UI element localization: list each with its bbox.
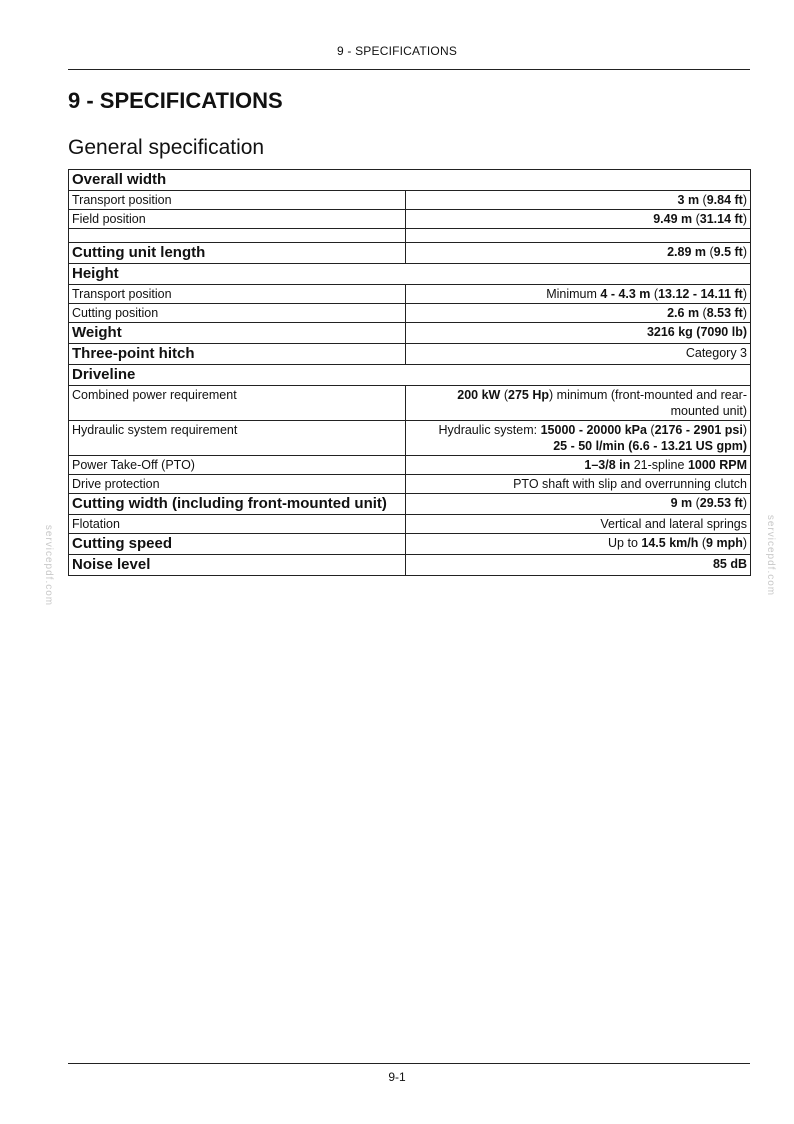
table-row <box>69 515 751 534</box>
row-label: Power Take-Off (PTO) <box>69 456 406 475</box>
table-row <box>69 323 751 344</box>
row-value: 85 dB <box>406 555 751 576</box>
row-value: 1–3/8 in 21-spline 1000 RPM <box>406 456 751 475</box>
table-row <box>69 421 751 456</box>
table-row <box>69 494 751 515</box>
table-row <box>69 475 751 494</box>
running-header: 9 - SPECIFICATIONS <box>336 44 458 58</box>
chapter-title: 9 - SPECIFICATIONS <box>68 88 283 113</box>
table-row <box>69 191 751 210</box>
row-value: PTO shaft with slip and overrunning clutch <box>406 475 751 494</box>
row-heading: Weight <box>69 323 406 344</box>
page-number: 9-1 <box>388 1070 406 1084</box>
row-label: Drive protection <box>69 475 406 494</box>
row-heading: Height <box>69 264 751 285</box>
row-heading: Three-point hitch <box>69 344 406 365</box>
footer-rule <box>68 1063 750 1064</box>
watermark-right: servicepdf.com <box>765 514 777 597</box>
row-label: Hydraulic system requirement <box>69 421 406 456</box>
row-heading: Cutting speed <box>69 534 406 555</box>
row-value: Category 3 <box>406 344 751 365</box>
spec-table <box>68 169 751 576</box>
table-row <box>69 243 751 264</box>
table-row <box>69 365 751 386</box>
row-heading: Noise level <box>69 555 406 576</box>
watermark-left: servicepdf.com <box>43 524 55 607</box>
header-rule <box>68 69 750 70</box>
row-value: 9.49 m (31.14 ft) <box>406 210 751 229</box>
row-value: 3216 kg (7090 lb) <box>406 323 751 344</box>
table-row <box>69 304 751 323</box>
row-value: Up to 14.5 km/h (9 mph) <box>406 534 751 555</box>
row-label: Flotation <box>69 515 406 534</box>
row-label: Transport position <box>69 191 406 210</box>
row-value: 3 m (9.84 ft) <box>406 191 751 210</box>
row-value: 2.89 m (9.5 ft) <box>406 243 751 264</box>
table-row <box>69 534 751 555</box>
row-label: Combined power requirement <box>69 386 406 421</box>
table-row <box>69 285 751 304</box>
table-row <box>69 210 751 229</box>
row-heading: Overall width <box>69 170 751 191</box>
row-heading: Cutting unit length <box>69 243 406 264</box>
row-label: Field position <box>69 210 406 229</box>
table-row <box>69 386 751 421</box>
row-heading: Cutting width (including front-mounted unit) <box>69 494 406 515</box>
table-row <box>69 170 751 191</box>
row-heading: Driveline <box>69 365 751 386</box>
row-value: Hydraulic system: 15000 - 20000 kPa (2176 - 2901 psi) 25 - 50 l/min (6.6 - 13.21 US gpm) <box>406 421 751 456</box>
table-row <box>69 264 751 285</box>
row-label: Transport position <box>69 285 406 304</box>
table-spacer-row <box>69 229 751 243</box>
row-label: Cutting position <box>69 304 406 323</box>
row-value: Vertical and lateral springs <box>406 515 751 534</box>
row-value: 200 kW (275 Hp) minimum (front-mounted and rear-mounted unit) <box>406 386 751 421</box>
table-row <box>69 456 751 475</box>
table-row <box>69 555 751 576</box>
row-value: Minimum 4 - 4.3 m (13.12 - 14.11 ft) <box>406 285 751 304</box>
row-value: 9 m (29.53 ft) <box>406 494 751 515</box>
table-row <box>69 344 751 365</box>
section-title: General specification <box>68 136 265 159</box>
row-value: 2.6 m (8.53 ft) <box>406 304 751 323</box>
